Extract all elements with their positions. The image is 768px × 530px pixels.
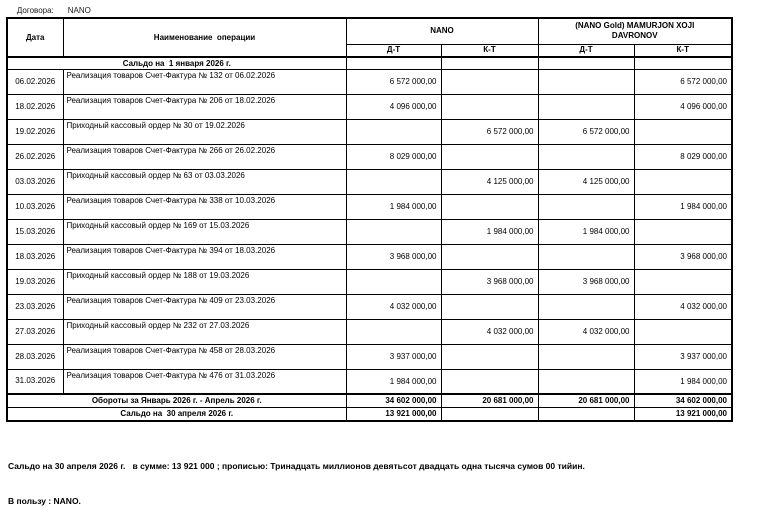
cell-operation: Реализация товаров Счет-Фактура № 266 от 26.02.2026 [63,144,346,169]
cell-operation: Реализация товаров Счет-Фактура № 338 от 10.03.2026 [63,194,346,219]
cell-date: 19.03.2026 [7,269,63,294]
table-row [7,194,732,219]
cell-party2-credit [634,269,732,294]
closing-balance-row [7,407,732,421]
cell-party2-credit [634,219,732,244]
cell-party1-credit: 6 572 000,00 [441,119,538,144]
contract-value: NANO [67,6,91,15]
table-row [7,269,732,294]
cell-party1-credit [441,244,538,269]
cell-party2-credit: 3 937 000,00 [634,344,732,369]
table-row [7,69,732,94]
header-party2: (NANO Gold) MAMURJON XOJI DAVRONOV [538,18,732,44]
cell-party1-credit: 3 968 000,00 [441,269,538,294]
cell-party2-debit: 3 968 000,00 [538,269,634,294]
cell-date: 06.02.2026 [7,69,63,94]
cell-party1-credit [441,69,538,94]
cell-party2-credit [634,319,732,344]
header-operation: Наименование операции [63,18,346,57]
cell-party1-credit: 1 984 000,00 [441,219,538,244]
cell-party2-debit [538,244,634,269]
cell-operation: Приходный кассовый ордер № 30 от 19.02.2026 [63,119,346,144]
cell-party2-debit: 1 984 000,00 [538,219,634,244]
cell-party2-debit [538,194,634,219]
cell-party1-debit [346,119,441,144]
cell-date: 28.03.2026 [7,344,63,369]
cell-party1-credit [441,369,538,394]
cell-party1-debit: 3 968 000,00 [346,244,441,269]
cell-party1-debit: 4 096 000,00 [346,94,441,119]
cell-party2-debit: 6 572 000,00 [538,119,634,144]
cell-party2-credit: 1 984 000,00 [634,194,732,219]
table-row [7,119,732,144]
cell-party1-debit [346,319,441,344]
cell-party1-debit: 1 984 000,00 [346,194,441,219]
cell-party2-credit: 4 032 000,00 [634,294,732,319]
cell-party2-credit: 1 984 000,00 [634,369,732,394]
cell-party1-credit [441,344,538,369]
cell-date: 31.03.2026 [7,369,63,394]
cell-operation: Реализация товаров Счет-Фактура № 394 от 18.03.2026 [63,244,346,269]
cell-party1-credit: 4 032 000,00 [441,319,538,344]
opening-balance-row [7,57,732,69]
cell-date: 23.03.2026 [7,294,63,319]
cell-party1-credit [441,94,538,119]
cell-party2-credit: 6 572 000,00 [634,69,732,94]
cell-date: 19.02.2026 [7,119,63,144]
cell-operation: Приходный кассовый ордер № 232 от 27.03.2026 [63,319,346,344]
table-row [7,244,732,269]
cell-date: 10.03.2026 [7,194,63,219]
cell-date: 18.02.2026 [7,94,63,119]
turnover-party1-credit: 20 681 000,00 [441,394,538,407]
turnover-label: Обороты за Январь 2026 г. - Апрель 2026 г. [7,394,346,407]
cell-party2-debit [538,144,634,169]
closing-balance-label: Сальдо на 30 апреля 2026 г. [7,407,346,421]
table-row [7,219,732,244]
closing-party1-credit [441,407,538,421]
cell-party1-debit: 1 984 000,00 [346,369,441,394]
cell-operation: Реализация товаров Счет-Фактура № 409 от 23.03.2026 [63,294,346,319]
cell-party1-debit: 6 572 000,00 [346,69,441,94]
table-row [7,169,732,194]
cell-party1-debit: 4 032 000,00 [346,294,441,319]
footer-notes [8,438,758,530]
cell-party2-credit [634,57,732,69]
header-party1-credit: К-Т [441,44,538,57]
header-party2-debit: Д-Т [538,44,634,57]
cell-party1-debit [346,219,441,244]
header-party1-debit: Д-Т [346,44,441,57]
header-party1: NANO [346,18,538,44]
table-row [7,344,732,369]
table-row [7,94,732,119]
reconciliation-table [6,17,733,422]
cell-party1-debit [346,169,441,194]
cell-operation: Реализация товаров Счет-Фактура № 458 от 28.03.2026 [63,344,346,369]
cell-party1-credit: 4 125 000,00 [441,169,538,194]
contract-label: Договора: [16,6,54,15]
cell-party1-credit [441,194,538,219]
table-row [7,294,732,319]
cell-operation: Приходный кассовый ордер № 63 от 03.03.2026 [63,169,346,194]
cell-party2-debit [538,94,634,119]
cell-party1-debit: 3 937 000,00 [346,344,441,369]
closing-party1-debit: 13 921 000,00 [346,407,441,421]
cell-date: 27.03.2026 [7,319,63,344]
cell-operation: Приходный кассовый ордер № 188 от 19.03.2026 [63,269,346,294]
cell-operation: Реализация товаров Счет-Фактура № 132 от 06.02.2026 [63,69,346,94]
cell-party1-credit [441,144,538,169]
cell-party2-debit [538,294,634,319]
cell-operation: Реализация товаров Счет-Фактура № 476 от 31.03.2026 [63,369,346,394]
cell-party2-credit: 4 096 000,00 [634,94,732,119]
header-date: Дата [7,18,63,57]
cell-party1-credit [441,294,538,319]
cell-party2-credit: 8 029 000,00 [634,144,732,169]
closing-party2-debit [538,407,634,421]
header-party2-credit: К-Т [634,44,732,57]
turnover-party2-credit: 34 602 000,00 [634,394,732,407]
table-row [7,319,732,344]
turnover-party2-debit: 20 681 000,00 [538,394,634,407]
turnover-row [7,394,732,407]
table-row [7,144,732,169]
cell-date: 26.02.2026 [7,144,63,169]
closing-party2-credit: 13 921 000,00 [634,407,732,421]
footer-favor-note: В пользу : NANO. [8,495,81,506]
cell-party2-credit [634,119,732,144]
cell-date: 18.03.2026 [7,244,63,269]
cell-party1-credit [441,57,538,69]
cell-party2-debit: 4 125 000,00 [538,169,634,194]
cell-party2-credit: 3 968 000,00 [634,244,732,269]
cell-party1-debit [346,269,441,294]
cell-party1-debit [346,57,441,69]
turnover-party1-debit: 34 602 000,00 [346,394,441,407]
cell-party2-debit [538,369,634,394]
cell-party2-debit [538,344,634,369]
cell-party2-debit [538,69,634,94]
cell-date: 03.03.2026 [7,169,63,194]
table-row [7,369,732,394]
cell-party1-debit: 8 029 000,00 [346,144,441,169]
cell-operation: Приходный кассовый ордер № 169 от 15.03.2026 [63,219,346,244]
cell-party2-credit [634,169,732,194]
footer-amount-note: Сальдо на 30 апреля 2026 г. в сумме: 13 921 000 ; прописью: Тринадцать миллионов девятьсот двадцать одна тысяча сумов 00 тийин. [8,461,585,471]
cell-date: 15.03.2026 [7,219,63,244]
cell-party2-debit [538,57,634,69]
cell-operation: Реализация товаров Счет-Фактура № 206 от 18.02.2026 [63,94,346,119]
cell-party2-debit: 4 032 000,00 [538,319,634,344]
opening-balance-label: Сальдо на 1 января 2026 г. [7,57,346,69]
